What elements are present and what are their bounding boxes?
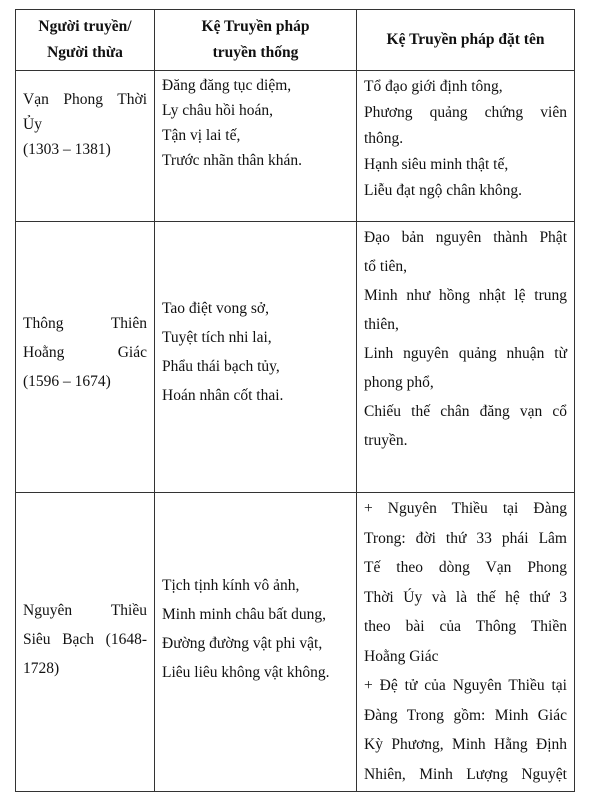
verse-line: thiên, <box>364 316 399 333</box>
verse-line: Tổ đạo giới định tông, <box>364 78 503 95</box>
traditional-verse-cell <box>155 493 357 791</box>
person-line: Ủy <box>23 116 42 133</box>
table-row <box>16 71 574 222</box>
verse-line: thông. <box>364 130 404 147</box>
header-named <box>357 10 574 70</box>
traditional-verse-cell <box>155 71 357 221</box>
verse-line: Linh nguyên quảng nhuận từ <box>364 345 567 362</box>
person-cell <box>16 222 155 492</box>
named-verse-cell <box>357 222 574 492</box>
person-line: 1728) <box>23 659 60 677</box>
verse-line: Đạo bản nguyên thành Phật <box>364 229 567 246</box>
verse-line: Hoán nhân cốt thai. <box>162 387 284 404</box>
header-person <box>16 10 155 70</box>
verse-line: Phương quảng chứng viên <box>364 104 567 121</box>
header-traditional-line1: Kệ Truyền pháp <box>201 18 310 35</box>
person-line: Thông Thiên <box>23 314 147 332</box>
traditional-verse-cell <box>155 222 357 492</box>
verse-line: Minh như hồng nhật lệ trung <box>364 287 567 304</box>
verse-line: Trước nhãn thân khán. <box>162 152 303 169</box>
verse-line: Nhiên, Minh Lượng Nguyệt <box>364 765 567 783</box>
verse-line: Trong: đời thứ 33 phái Lâm <box>364 529 567 547</box>
verse-line: Liễu đạt ngộ chân không. <box>364 182 522 199</box>
verse-line: Tuyệt tích nhi lai, <box>162 329 272 346</box>
person-line: Nguyên Thiều <box>23 601 147 619</box>
table-row <box>16 493 574 791</box>
table-header-row <box>16 10 574 71</box>
table-row <box>16 222 574 493</box>
verse-line: Hạnh siêu minh thật tế, <box>364 156 509 173</box>
person-line: Siêu Bạch (1648- <box>23 630 147 648</box>
verse-line: Tịch tịnh kính vô ảnh, <box>162 577 300 594</box>
header-person-line1: Người truyền/ <box>38 18 132 35</box>
verse-line: Ly châu hồi hoán, <box>162 102 274 119</box>
verse-line: phong phổ, <box>364 374 434 391</box>
lineage-table <box>15 9 575 792</box>
header-traditional-line2: truyền thống <box>212 44 299 61</box>
verse-line: Minh minh châu bất dung, <box>162 606 327 623</box>
person-cell <box>16 493 155 791</box>
named-verse-cell <box>357 71 574 221</box>
verse-line: theo bài của Thông Thiền <box>364 618 567 635</box>
person-line: (1303 – 1381) <box>23 141 111 158</box>
verse-line: + Nguyên Thiều tại Đàng <box>364 500 567 517</box>
person-line: Hoằng Giác <box>23 343 147 361</box>
verse-line: Chiếu thế chân đăng vạn cổ <box>364 403 567 420</box>
verse-line: Hoằng Giác <box>364 647 439 665</box>
verse-line: Tao điệt vong sở, <box>162 300 269 317</box>
header-named-label: Kệ Truyền pháp đặt tên <box>386 31 545 48</box>
verse-line: Thời Úy và là thế hệ thứ 3 <box>364 588 567 606</box>
verse-line: Tận vị lai tế, <box>162 127 241 144</box>
verse-line: Liêu liêu không vật không. <box>162 664 330 681</box>
verse-line: tổ tiên, <box>364 258 408 275</box>
verse-line: Đường đường vật phi vật, <box>162 635 323 652</box>
verse-line: + Đệ tử của Nguyên Thiều tại <box>364 677 567 694</box>
person-line: Vạn Phong Thời <box>23 91 147 108</box>
verse-line: Phẩu thái bạch tủy, <box>162 358 280 375</box>
verse-line: truyền. <box>364 432 408 449</box>
verse-line: Kỳ Phương, Minh Hằng Định <box>364 736 567 753</box>
header-person-line2: Người thừa <box>47 44 123 61</box>
header-traditional <box>155 10 357 70</box>
named-verse-cell <box>357 493 574 791</box>
verse-line: Đàng Trong gồm: Minh Giác <box>364 706 567 724</box>
person-line: (1596 – 1674) <box>23 372 111 390</box>
person-cell <box>16 71 155 221</box>
verse-line: Tế theo dòng Vạn Phong <box>364 559 567 576</box>
verse-line: Đăng đăng tục diệm, <box>162 77 292 94</box>
